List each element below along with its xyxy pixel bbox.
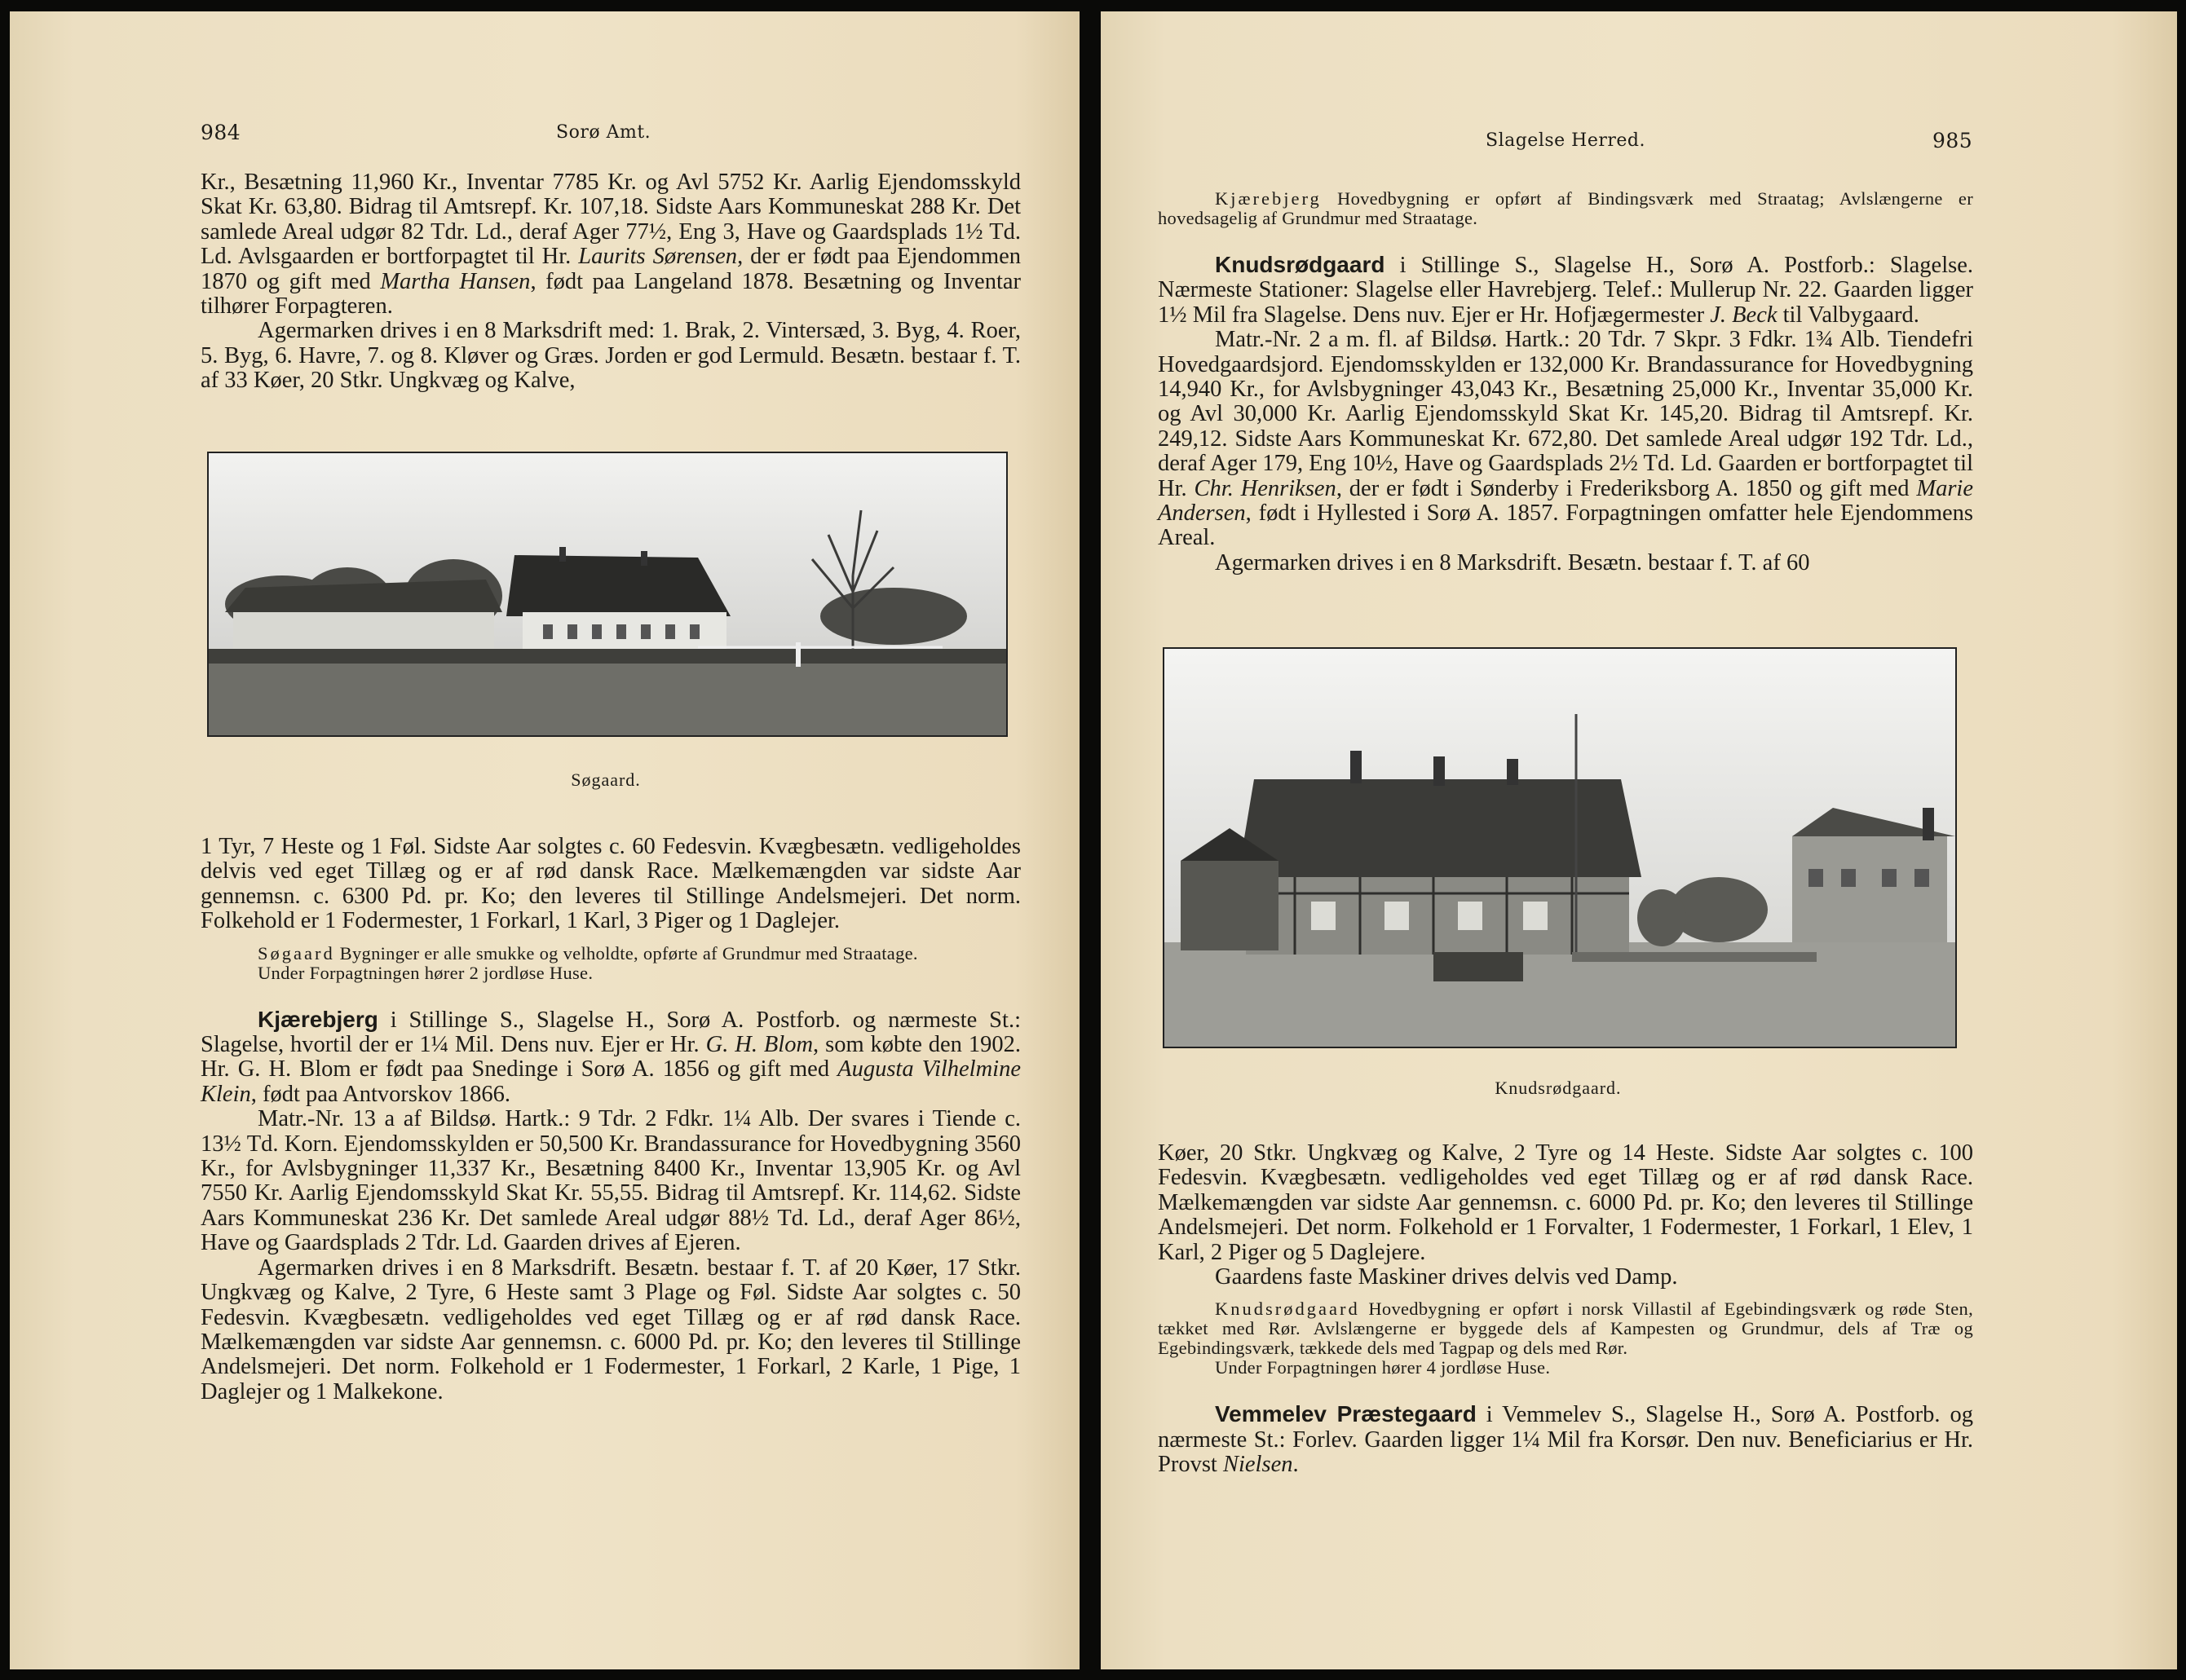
left-column-top [201, 170, 1021, 394]
paragraph: Gaardens faste Maskiner drives delvis ved Damp. [1215, 1264, 1678, 1290]
paragraph: Agermarken drives i en 8 Marksdrift. Besætn. bestaar f. T. af 20 Køer, 17 Stkr. Ungkvæg og Kalve, 2 Tyre, 6 Heste samt 3 Plage og Føl. Sidste Aar solgtes c. 50 Fedesvin. Kvægbesætn. vedligeholdes ved eget Tillæg og er af rød dansk Race. Mælkemængden var sidste Aar gennemsn. c. 6000 Pd. pr. Ko; den leveres til Stillinge Andelsmejeri. Det norm. Folkehold er 1 Fodermester, 1 Forkarl, 2 Karle, 1 Pige, 1 Daglejer og 1 Malkekone. [201, 1254, 1021, 1404]
left-page [10, 11, 1080, 1669]
note: Knudsrødgaard Hovedbygning er opført i norsk Villastil af Egebindingsværk og røde Sten, tækket med Rør. Avlslængerne er byggede dels af Kampesten og Grundmur, dels af Træ og Egebindingsværk, tækkede dels med Tagpap og dels med Rør. [1158, 1299, 1973, 1359]
running-head: Slagelse Herred. [1486, 130, 1645, 151]
right-page [1101, 11, 2177, 1669]
photo-knudsrodgaard [1163, 647, 1957, 1048]
right-column-bottom [1158, 1141, 1973, 1478]
entry-title: Kjærebjerg [258, 1006, 378, 1032]
page-number: 984 [201, 121, 241, 144]
paragraph: Kr., Besætning 11,960 Kr., Inventar 7785 Kr. og Avl 5752 Kr. Aarlig Ejendomsskyld Skat Kr. 63,80. Bidrag til Amtsrepf. Kr. 107,18. Sidste Aars Kommuneskat 288 Kr. Det samlede Areal udgør 82 Tdr. Ld., deraf Ager 77½, Eng 3, Have og Gaardsplads 1½ Td. Ld. Avlsgaarden er bortforpagtet til Hr. Laurits Sørensen, der er født paa Ejendommen 1870 og gift med Martha Hansen, født paa Langeland 1878. Besætning og Inventar tilhører Forpagteren. [201, 170, 1022, 320]
entry-knudsrodgaard: Knudsrødgaard i Stillinge S., Slagelse H., Sorø A. Postforb.: Slagelse. Nærmeste Stationer: Slagelse eller Havrebjerg. Telef.: Mullerup Nr. 22. Gaarden ligger 1½ Mil fra Slagelse. Dens nuv. Ejer er Hr. Hofjægermester J. Beck til Valbygaard. [1158, 252, 1973, 328]
entry-vemmelev: Vemmelev Præstegaard i Vemmelev S., Slagelse H., Sorø A. Postforb. og nærmeste St.: Forlev. Gaarden ligger 1¼ Mil fra Korsør. Den nuv. Beneficiarius er Hr. Provst Nielsen. [1158, 1401, 1973, 1478]
paragraph: Køer, 20 Stkr. Ungkvæg og Kalve, 2 Tyre og 14 Heste. Sidste Aar solgtes c. 100 Fedesvin. Kvægbesætn. vedligeholdes ved eget Tillæg og er af rød dansk Race. Mælkemængden var sidste Aar gennemsn. c. 6000 Pd. pr. Ko; den leveres til Stillinge Andelsmejeri. Det norm. Folkehold er 1 Forvalter, 1 Fodermester, 1 Forkarl, 1 Elev, 1 Karl, 2 Piger og 5 Daglejere. [1158, 1140, 1973, 1265]
note: Søgaard Bygninger er alle smukke og velholdte, opførte af Grundmur med Straatage. [258, 942, 918, 963]
running-head: Sorø Amt. [556, 122, 651, 143]
photo-sogaard [207, 452, 1008, 737]
photo-caption: Søgaard. [571, 769, 641, 790]
note: Under Forpagtningen hører 2 jordløse Huse. [258, 962, 594, 983]
right-column-top [1158, 189, 1973, 575]
paragraph: Matr.-Nr. 2 a m. fl. af Bildsø. Hartk.: 20 Tdr. 7 Skpr. 3 Fdkr. 1¾ Alb. Tiendefri Hovedgaardsjord. Ejendomsskylden er 132,000 Kr. Brandassurance for Hovedbygning 14,940 Kr., for Avlsbygninger 43,043 Kr., Besætning 25,000 Kr., Inventar 35,000 Kr. og Avl 30,000 Kr. Aarlig Ejendomsskyld Skat Kr. 145,20. Bidrag til Amtsrepf. Kr. 249,12. Sidste Aars Kommuneskat Kr. 672,80. Det samlede Areal udgør 192 Tdr. Ld., deraf Ager 179, Eng 10½, Have og Gaardsplads 2½ Td. Ld. Gaarden er bortforpagtet til Hr. Chr. Henriksen, der er født i Sønderby i Frederiksborg A. 1850 og gift med Marie Andersen, født i Hyllested i Sorø A. 1857. Forpagtningen omfatter hele Ejendommens Areal. [1158, 327, 1973, 551]
paragraph: Agermarken drives i en 8 Marksdrift med: 1. Brak, 2. Vintersæd, 3. Byg, 4. Roer, 5. Byg, 6. Havre, 7. og 8. Kløver og Græs. Jorden er god Lermuld. Besætn. bestaar f. T. af 33 Køer, 20 Stkr. Ungkvæg og Kalve, [201, 318, 1021, 394]
entry-kjaerebjerg: Kjærebjerg i Stillinge S., Slagelse H., Sorø A. Postforb. og nærmeste St.: Slagelse, hvortil der er 1¼ Mil. Dens nuv. Ejer er Hr. G. H. Blom, som købte den 1902. Hr. G. H. Blom er født paa Snedinge i Sorø A. 1856 og gift med Augusta Vilhelmine Klein, født paa Antvorskov 1866. [201, 1006, 1021, 1107]
photo-caption: Knudsrødgaard. [1495, 1078, 1622, 1098]
left-column-bottom [201, 835, 1021, 1404]
paragraph: Agermarken drives i en 8 Marksdrift. Besætn. bestaar f. T. af 60 [1215, 549, 1810, 575]
note: Under Forpagtningen hører 4 jordløse Huse. [1215, 1357, 1551, 1378]
page-number: 985 [1932, 129, 1973, 152]
note: Kjærebjerg Hovedbygning er opført af Bindingsværk med Straatag; Avlslængerne er hovedsagelig af Grundmur med Straatage. [1158, 188, 1973, 228]
paragraph: Matr.-Nr. 13 a af Bildsø. Hartk.: 9 Tdr. 2 Fdkr. 1¼ Alb. Der svares i Tiende c. 13½ Td. Korn. Ejendomsskylden er 50,500 Kr. Brandassurance for Hovedbygning 3560 Kr., for Avlsbygninger 11,337 Kr., Besætning 8400 Kr., Inventar 13,905 Kr. og Avl 7550 Kr. Aarlig Ejendomsskyld Skat Kr. 55,55. Bidrag til Amtsrepf. Kr. 114,62. Sidste Aars Kommuneskat 236 Kr. Det samlede Areal udgør 88½ Td. Ld., deraf Ager 86½, Have og Gaardsplads 2 Tdr. Ld. Gaarden drives af Ejeren. [201, 1106, 1021, 1256]
entry-title: Vemmelev Præstegaard [1215, 1401, 1477, 1427]
paragraph: 1 Tyr, 7 Heste og 1 Føl. Sidste Aar solgtes c. 60 Fedesvin. Kvægbesætn. vedligeholdes delvis ved eget Tillæg og er af rød dansk Race. Mælkemængden var sidste Aar gennemsn. c. 6300 Pd. pr. Ko; den leveres til Stillinge Andelsmejeri. Det norm. Folkehold er 1 Fodermester, 1 Forkarl, 1 Karl, 3 Piger og 1 Daglejer. [201, 834, 1021, 934]
entry-title: Knudsrødgaard [1215, 252, 1385, 277]
